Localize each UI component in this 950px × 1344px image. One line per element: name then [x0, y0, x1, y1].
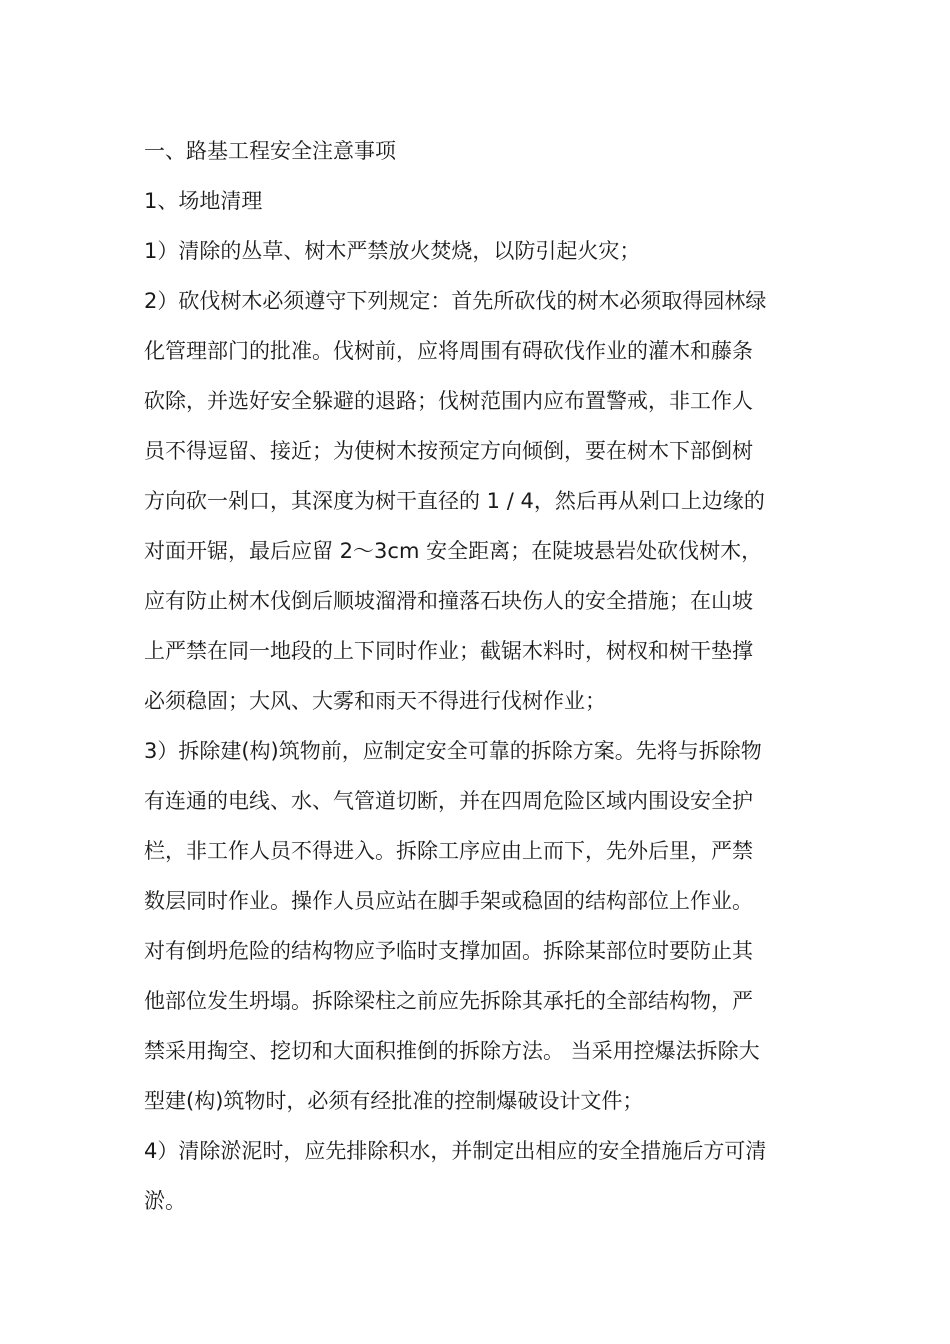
section-heading: 一、路基工程安全注意事项 — [144, 139, 396, 163]
text-line: 应有防止树木伐倒后顺坡溜滑和撞落石块伤人的安全措施；在山坡 — [144, 589, 753, 613]
text-line: 2）砍伐树木必须遵守下列规定：首先所砍伐的树木必须取得园林绿 — [144, 289, 767, 313]
text-line: 上严禁在同一地段的上下同时作业；截锯木料时，树杈和树干垫撑 — [144, 639, 753, 663]
text-line: 禁采用掏空、挖切和大面积推倒的拆除方法。 当采用控爆法拆除大 — [144, 1039, 760, 1063]
text-line: 对有倒坍危险的结构物应予临时支撑加固。拆除某部位时要防止其 — [144, 939, 753, 963]
subsection-heading: 1、场地清理 — [144, 189, 263, 213]
text-line: 方向砍一剁口，其深度为树干直径的 1 / 4，然后再从剁口上边缘的 — [144, 489, 765, 513]
text-line: 4）清除淤泥时，应先排除积水，并制定出相应的安全措施后方可清 — [144, 1139, 767, 1163]
text-line: 他部位发生坍塌。拆除梁柱之前应先拆除其承托的全部结构物，严 — [144, 989, 753, 1013]
text-line: 砍除，并选好安全躲避的退路；伐树范围内应布置警戒，非工作人 — [144, 389, 753, 413]
text-line: 有连通的电线、水、气管道切断，并在四周危险区域内围设安全护 — [144, 789, 753, 813]
text-line: 栏，非工作人员不得进入。拆除工序应由上而下，先外后里，严禁 — [144, 839, 753, 863]
document-body — [144, 126, 808, 1226]
text-line: 数层同时作业。操作人员应站在脚手架或稳固的结构部位上作业。 — [144, 889, 753, 913]
text-line: 必须稳固；大风、大雾和雨天不得进行伐树作业； — [144, 689, 606, 713]
text-line: 3）拆除建(构)筑物前，应制定安全可靠的拆除方案。先将与拆除物 — [144, 739, 762, 763]
text-line: 化管理部门的批准。伐树前，应将周围有碍砍伐作业的灌木和藤条 — [144, 339, 753, 363]
text-line: 对面开锯，最后应留 2～3cm 安全距离；在陡坡悬岩处砍伐树木， — [144, 539, 763, 563]
text-line: 淤。 — [144, 1189, 186, 1213]
text-line: 1）清除的丛草、树木严禁放火焚烧，以防引起火灾； — [144, 239, 641, 263]
text-line: 型建(构)筑物时，必须有经批准的控制爆破设计文件； — [144, 1089, 644, 1113]
text-line: 员不得逗留、接近；为使树木按预定方向倾倒，要在树木下部倒树 — [144, 439, 753, 463]
